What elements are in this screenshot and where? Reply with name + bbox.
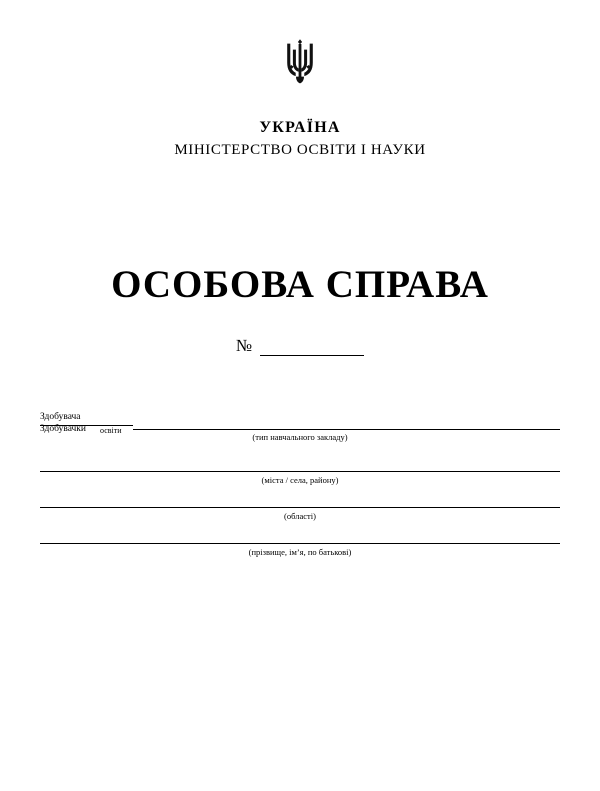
field-locality — [40, 450, 560, 486]
field-institution-type-rule-right[interactable] — [133, 429, 560, 430]
field-full-name-caption: (прізвище, ім’я, по батькові) — [248, 547, 352, 557]
page-title: ОСОБОВА СПРАВА — [111, 263, 489, 306]
field-institution-type-caption: (тип навчального закладу) — [252, 432, 348, 442]
ukraine-trident-emblem-icon — [283, 38, 317, 84]
prefix-word-osvity: освіти — [100, 426, 122, 435]
field-institution-type — [0, 408, 600, 450]
field-full-name — [40, 522, 560, 558]
number-input-blank[interactable] — [260, 340, 364, 356]
prefix-line-masculine: Здобувача — [40, 412, 81, 422]
field-institution-type-rule-left — [40, 425, 133, 426]
country-name: УКРАЇНА — [259, 119, 341, 136]
ministry-name: МІНІСТЕРСТВО ОСВІТИ І НАУКИ — [174, 142, 426, 158]
number-label: № — [235, 336, 253, 355]
prefix-line-feminine: Здобувачки — [40, 424, 87, 434]
field-locality-caption: (міста / села, району) — [261, 475, 339, 485]
emblem-container — [0, 38, 600, 84]
field-region-caption: (області) — [284, 511, 316, 521]
document-header — [0, 118, 600, 160]
field-region — [40, 486, 560, 522]
form-fields — [0, 408, 600, 558]
document-number-row — [0, 336, 600, 356]
